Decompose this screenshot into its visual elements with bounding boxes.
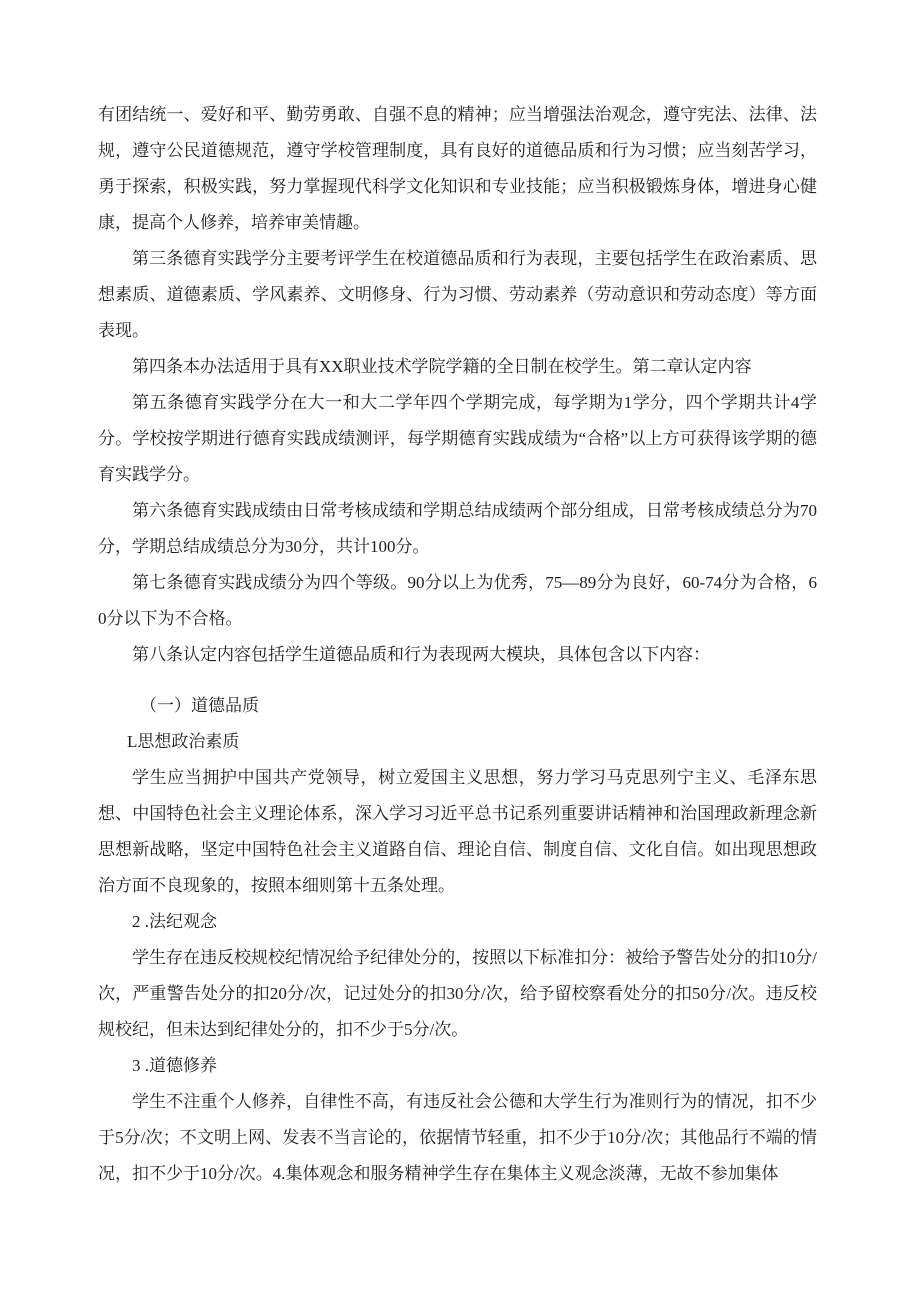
- item-1-thought-politics-heading: L思想政治素质: [127, 732, 240, 751]
- article-8-paragraph: 第八条认定内容包括学生道德品质和行为表现两大模块，具体包含以下内容：: [132, 645, 710, 664]
- article-5-paragraph: 第五条德育实践学分在大一和大二学年四个学期完成，每学期为1学分，四个学期共计4学分。学校按学期进行德育实践成绩测评，每学期德育实践成绩为“合格”以上方可获得该学期的德育实践学分。: [98, 393, 817, 484]
- article-4-paragraph: 第四条本办法适用于具有XX职业技术学院学籍的全日制在校学生。第二章认定内容: [132, 357, 752, 376]
- section-one-moral-quality-heading: （一）道德品质: [140, 696, 259, 715]
- item-2-law-discipline-heading: 2 .法纪观念: [132, 912, 217, 931]
- item-3-moral-cultivation-heading: 3 .道德修养: [132, 1056, 217, 1075]
- article-7-paragraph: 第七条德育实践成绩分为四个等级。90分以上为优秀，75—89分为良好，60-74分为合格，60分以下为不合格。: [98, 573, 817, 628]
- item-3-body-paragraph: 学生不注重个人修养，自律性不高，有违反社会公德和大学生行为准则行为的情况，扣不少于5分/次；不文明上网、发表不当言论的，依据情节轻重，扣不少于10分/次；其他品行不端的情况，扣不少于10分/次。4.集体观念和服务精神学生存在集体主义观念淡薄，无故不参加集体: [98, 1092, 817, 1183]
- article-6-paragraph: 第六条德育实践成绩由日常考核成绩和学期总结成绩两个部分组成，日常考核成绩总分为70分，学期总结成绩总分为30分，共计100分。: [98, 501, 817, 556]
- item-1-body-paragraph: 学生应当拥护中国共产党领导，树立爱国主义思想，努力学习马克思列宁主义、毛泽东思想、中国特色社会主义理论体系，深入学习习近平总书记系列重要讲话精神和治国理政新理念新思想新战略，坚定中国特色社会主义道路自信、理论自信、制度自信、文化自信。如出现思想政治方面不良现象的，按照本细则第十五条处理。: [98, 768, 817, 895]
- item-2-body-paragraph: 学生存在违反校规校纪情况给予纪律处分的，按照以下标准扣分：被给予警告处分的扣10分/次，严重警告处分的扣20分/次，记过处分的扣30分/次，给予留校察看处分的扣50分/次。违反校规校纪，但未达到纪律处分的，扣不少于5分/次。: [98, 948, 817, 1039]
- continuation-paragraph: 有团结统一、爱好和平、勤劳勇敢、自强不息的精神；应当增强法治观念，遵守宪法、法律、法规，遵守公民道德规范，遵守学校管理制度，具有良好的道德品质和行为习惯；应当刻苦学习，勇于探索，积极实践，努力掌握现代科学文化知识和专业技能；应当积极锻炼身体，增进身心健康，提高个人修养，培养审美情趣。: [98, 105, 817, 232]
- article-3-paragraph: 第三条德育实践学分主要考评学生在校道德品质和行为表现，主要包括学生在政治素质、思想素质、道德素质、学风素养、文明修身、行为习惯、劳动素养（劳动意识和劳动态度）等方面表现。: [98, 249, 817, 340]
- document-content: [98, 97, 817, 1192]
